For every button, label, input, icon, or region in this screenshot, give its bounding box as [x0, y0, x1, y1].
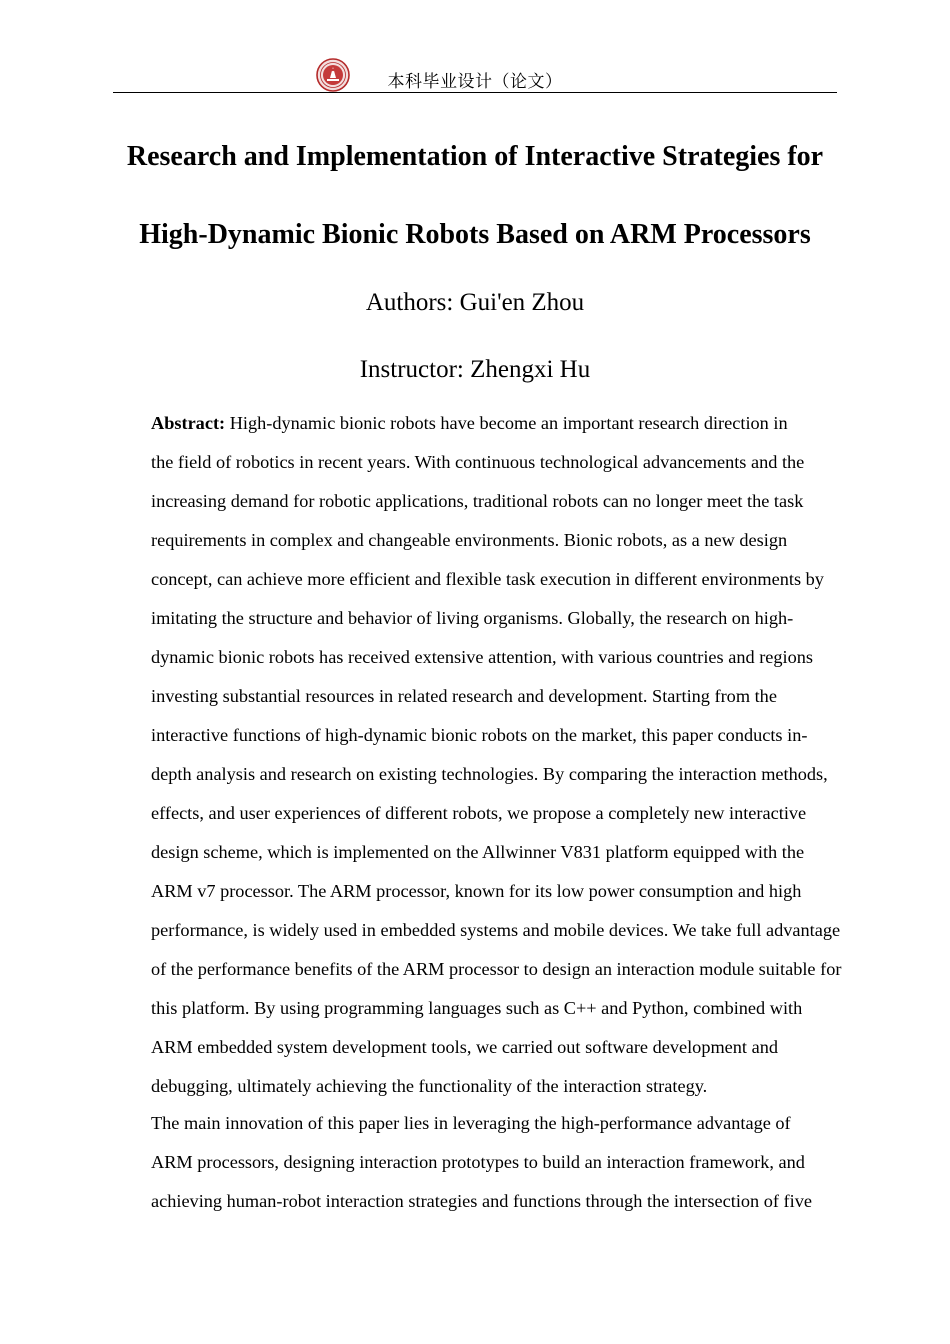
abstract-line: effects, and user experiences of different robots, we propose a completely new interactive [151, 803, 807, 823]
abstract-label: Abstract: [151, 413, 226, 433]
abstract-line: ARM embedded system development tools, we carried out software development and [151, 1037, 778, 1057]
abstract-paragraph-2 [113, 1104, 837, 1221]
abstract-line: The main innovation of this paper lies in leveraging the high-performance advantage of [151, 1113, 791, 1133]
abstract-line: design scheme, which is implemented on the Allwinner V831 platform equipped with the [151, 842, 805, 862]
paper-title-line-2: High-Dynamic Bionic Robots Based on ARM Processors [139, 219, 811, 250]
abstract-paragraph-1 [113, 404, 842, 1106]
authors-line: Authors: Gui'en Zhou [365, 289, 585, 316]
abstract-line: debugging, ultimately achieving the functionality of the interaction strategy. [151, 1076, 708, 1096]
instructor-line: Instructor: Zhengxi Hu [359, 356, 591, 383]
running-header [113, 58, 837, 93]
abstract-line: investing substantial resources in related research and development. Starting from the [151, 686, 777, 706]
abstract-section [113, 404, 842, 1221]
abstract-line: depth analysis and research on existing technologies. By comparing the interaction methods, [151, 764, 828, 784]
abstract-line: dynamic bionic robots has received extensive attention, with various countries and regions [151, 647, 814, 667]
abstract-line: requirements in complex and changeable environments. Bionic robots, as a new design [151, 530, 788, 550]
paper-title-line-1: Research and Implementation of Interactive Strategies for [126, 141, 824, 172]
running-title: 本科毕业设计（论文） [387, 72, 563, 92]
abstract-line: achieving human-robot interaction strategies and functions through the intersection of five [151, 1191, 812, 1211]
abstract-line: imitating the structure and behavior of living organisms. Globally, the research on high- [151, 608, 794, 628]
abstract-line: performance, is widely used in embedded systems and mobile devices. We take full advantage [151, 920, 841, 940]
abstract-line: this platform. By using programming languages such as C++ and Python, combined with [151, 998, 803, 1018]
abstract-line: of the performance benefits of the ARM processor to design an interaction module suitable for [151, 959, 842, 979]
abstract-line: the field of robotics in recent years. With continuous technological advancements and the [151, 452, 805, 472]
abstract-line: interactive functions of high-dynamic bionic robots on the market, this paper conducts in- [151, 725, 808, 745]
abstract-line: High-dynamic bionic robots have become an important research direction in [229, 413, 788, 433]
abstract-line: ARM processors, designing interaction prototypes to build an interaction framework, and [151, 1152, 805, 1172]
abstract-line: concept, can achieve more efficient and flexible task execution in different environments by [151, 569, 824, 589]
abstract-line: ARM v7 processor. The ARM processor, known for its low power consumption and high [151, 881, 802, 901]
abstract-line: increasing demand for robotic applications, traditional robots can no longer meet the task [151, 491, 804, 511]
